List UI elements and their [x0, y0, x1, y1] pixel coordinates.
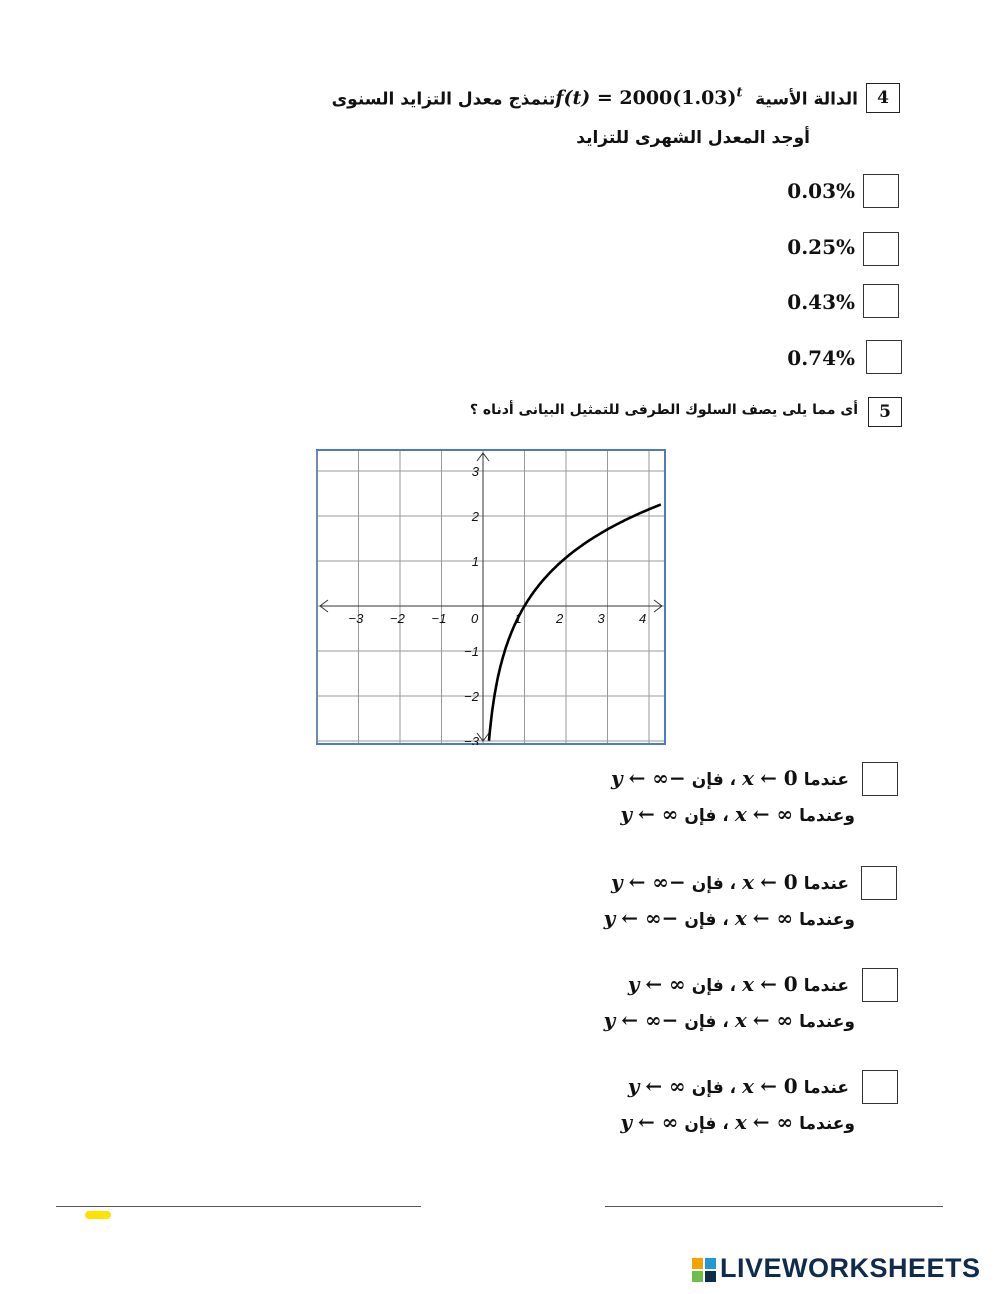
y-tick-label: −1 [464, 644, 479, 659]
x-tick-label: 4 [639, 611, 647, 626]
q5-option-3-l1-a: 0 ← [760, 972, 798, 996]
x-tick-label: 3 [597, 611, 605, 626]
q5-option-1-checkbox[interactable] [862, 762, 898, 796]
x-tick-label: −3 [348, 611, 364, 626]
q5-option-1-l2-y: y [620, 802, 633, 826]
q5-option-3-l1-x: x [742, 972, 755, 996]
q5-option-3-l2-b: −∞ ← [621, 1008, 679, 1032]
q4-option-4-checkbox[interactable] [866, 340, 902, 374]
q4-option-3-checkbox[interactable] [863, 284, 899, 318]
q5-option-1-l1-when: عندما [803, 770, 849, 790]
q5-option-1-l2-then: ، فإن [684, 806, 729, 826]
q4-number-box [866, 83, 900, 113]
footer-line-right [605, 1206, 943, 1207]
q4-number: 4 [877, 88, 889, 108]
q5-option-2-l2-y: y [603, 906, 616, 930]
q5-option-3-l2-then: ، فإن [684, 1012, 729, 1032]
brand-logo-icon [692, 1258, 716, 1282]
q5-option-4-l2-x: x [734, 1110, 747, 1134]
q4-formula-exp: t [736, 86, 743, 101]
q5-option-2-l2-then: ، فإن [684, 910, 729, 930]
x-tick-label: 2 [556, 611, 564, 626]
q5-option-2-l2-when: وعندما [799, 910, 855, 930]
q5-option-4-line-1 [625, 1074, 852, 1098]
q5-option-1-l1-y: y [610, 766, 623, 790]
q5-option-2-l1-x: x [742, 870, 755, 894]
y-tick-label: 2 [471, 509, 479, 524]
q5-option-4-l1-b: ∞ ← [645, 1074, 686, 1098]
q5-option-3-l2-x: x [734, 1008, 747, 1032]
q5-option-1-l1-a: 0 ← [760, 766, 798, 790]
q5-option-3-checkbox[interactable] [862, 968, 898, 1002]
footer-line-left [56, 1206, 421, 1207]
y-tick-label: −3 [464, 734, 479, 745]
x-tick-label: 0 [471, 611, 479, 626]
y-tick-label: −2 [464, 689, 479, 704]
q5-option-2-l1-b: −∞ ← [628, 870, 686, 894]
q5-option-2-l1-then: ، فإن [691, 874, 737, 894]
x-tick-label: −2 [390, 611, 405, 626]
brand-name: LIVEWORKSHEETS [720, 1253, 981, 1283]
q5-option-3-l1-y: y [627, 972, 640, 996]
q5-option-4-l2-when: وعندما [799, 1114, 855, 1134]
q5-option-3-l2-when: وعندما [799, 1012, 855, 1032]
q5-option-1-l2-b: ∞ ← [638, 802, 679, 826]
q5-option-2-l2-x: x [734, 906, 747, 930]
q5-option-2-checkbox[interactable] [861, 866, 897, 900]
q5-option-4-l1-when: عندما [803, 1078, 849, 1098]
function-graph [316, 449, 666, 745]
q5-option-4-l2-then: ، فإن [684, 1114, 729, 1134]
q4-option-3-label: 0.43% [787, 290, 855, 314]
q5-option-1-l2-when: وعندما [799, 806, 855, 826]
q5-number: 5 [879, 402, 891, 422]
q4-formula-rhs: = 2000(1.03) [596, 87, 737, 110]
q5-option-1-l1-then: ، فإن [691, 770, 737, 790]
q5-option-4-l1-then: ، فإن [691, 1078, 737, 1098]
y-tick-label: 1 [471, 554, 479, 569]
q5-number-box [868, 397, 902, 427]
q5-option-3-line-1 [625, 972, 852, 996]
q5-option-4-l1-a: 0 ← [760, 1074, 798, 1098]
q5-option-2-l2-a: ∞ ← [752, 906, 794, 930]
q5-option-2-l1-when: عندما [803, 874, 849, 894]
q5-option-3-l1-then: ، فإن [691, 976, 737, 996]
q5-option-3-l2-a: ∞ ← [752, 1008, 794, 1032]
q5-option-1-l2-a: ∞ ← [752, 802, 794, 826]
q4-option-1-checkbox[interactable] [863, 174, 899, 208]
q5-option-4-l1-y: y [627, 1074, 640, 1098]
q4-option-2-label: 0.25% [787, 235, 855, 259]
q5-option-3-l1-b: ∞ ← [645, 972, 686, 996]
q5-question-text: أى مما يلى يصف السلوك الطرفى للتمثيل البيانى أدناه ؟ [469, 402, 858, 418]
q5-option-2-l1-a: 0 ← [760, 870, 798, 894]
q5-option-1-l1-b: −∞ ← [628, 766, 686, 790]
q5-option-3-l2-y: y [603, 1008, 616, 1032]
q4-subtitle: أوجد المعدل الشهرى للتزايد [576, 128, 810, 148]
q5-option-1-line-2 [617, 802, 858, 826]
q4-formula-lhs: f(t) [555, 87, 591, 110]
highlight-mark [85, 1211, 111, 1219]
q4-option-4-label: 0.74% [787, 346, 855, 370]
q5-option-2-line-2 [601, 906, 858, 930]
q5-option-4-l2-y: y [620, 1110, 633, 1134]
graph-frame [317, 450, 665, 744]
q4-option-2-checkbox[interactable] [863, 232, 899, 266]
q4-text-prefix: الدالة الأسية [755, 89, 858, 110]
q4-question-text [332, 86, 858, 109]
q5-option-4-l1-x: x [742, 1074, 755, 1098]
x-tick-label: 1 [514, 611, 522, 626]
q5-option-1-l1-x: x [742, 766, 755, 790]
q5-option-4-checkbox[interactable] [862, 1070, 898, 1104]
q5-option-1-line-1 [608, 766, 852, 790]
q5-option-1-l2-x: x [734, 802, 747, 826]
q4-text-suffix: تنمذج معدل التزايد السنوى [331, 89, 556, 110]
q5-option-2-line-1 [608, 870, 852, 894]
q5-option-2-l2-b: −∞ ← [621, 906, 679, 930]
q5-option-3-l1-when: عندما [803, 976, 849, 996]
q5-option-2-l1-y: y [610, 870, 623, 894]
q5-option-4-l2-a: ∞ ← [752, 1110, 794, 1134]
q5-option-3-line-2 [601, 1008, 858, 1032]
q5-option-4-l2-b: ∞ ← [638, 1110, 679, 1134]
x-tick-label: −1 [431, 611, 447, 626]
q5-option-4-line-2 [617, 1110, 858, 1134]
y-tick-label: 3 [471, 464, 479, 479]
q4-option-1-label: 0.03% [787, 179, 855, 203]
